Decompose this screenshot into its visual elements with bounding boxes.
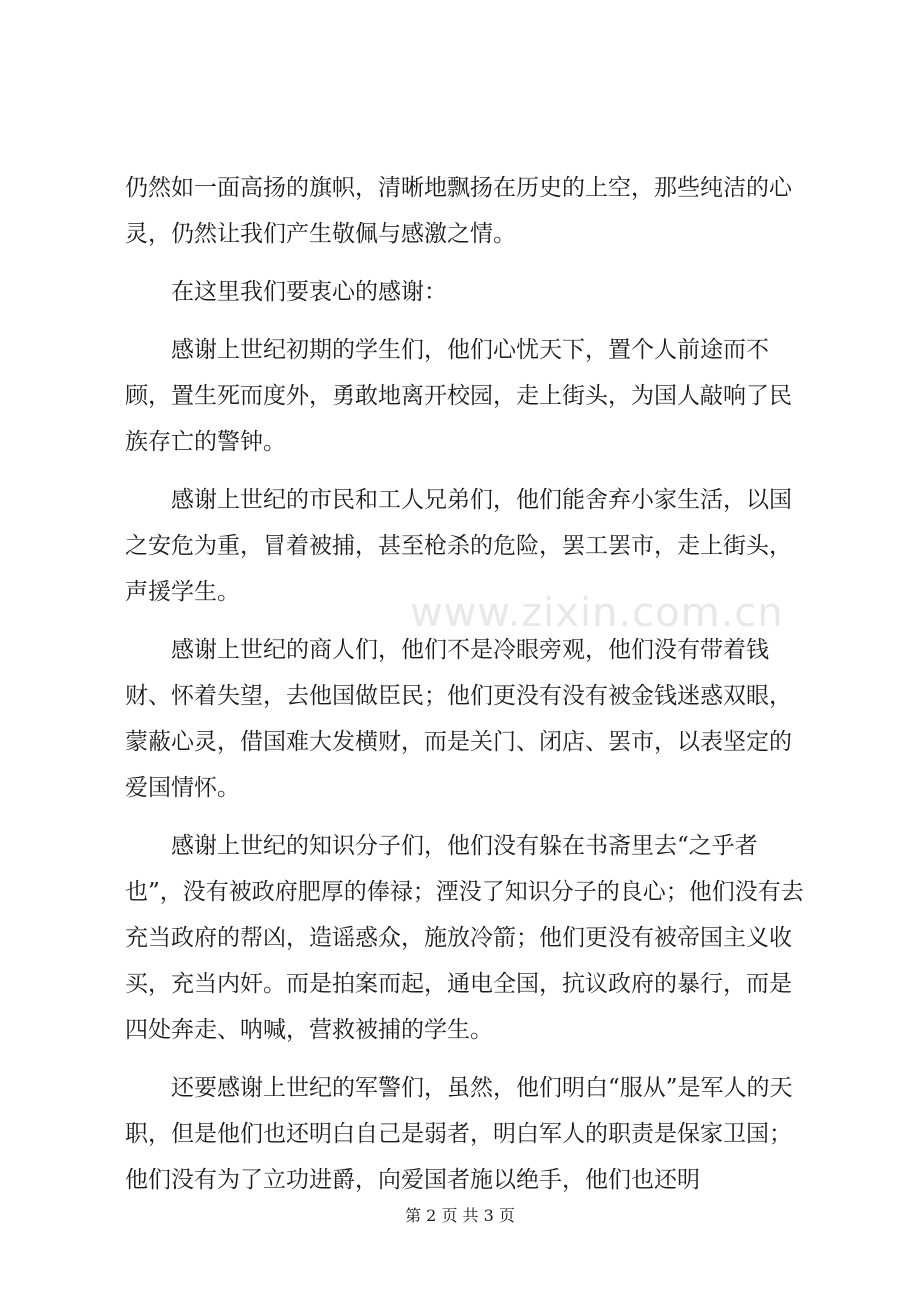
paragraph-7: 还要感谢上世纪的军警们，虽然，他们明白“服从”是军人的天职，但是他们也还明白自己是弱者，明白军人的职责是保家卫国；他们没有为了立功进爵，向爱国者施以绝手，他们也还明 <box>125 1075 793 1193</box>
paragraph-6: 感谢上世纪的知识分子们，他们没有躲在书斋里去“之乎者也”，没有被政府肥厚的俸禄；湮没了知识分子的良心；他们没有去充当政府的帮凶，造谣惑众，施放冷箭；他们更没有被帝国主义收买，充当内奸。而是拍案而起，通电全国，抗议政府的暴行，而是四处奔走、呐喊，营救被捕的学生。 <box>125 833 804 1043</box>
paragraph-3: 感谢上世纪初期的学生们，他们心忧天下，置个人前途而不顾，置生死而度外，勇敢地离开校园，走上街头，为国人敲响了民族存亡的警钟。 <box>125 337 792 455</box>
document-body <box>125 165 805 1215</box>
paragraph-1: 仍然如一面高扬的旗帜，清晰地飘扬在历史的上空，那些纯洁的心灵，仍然让我们产生敬佩与感激之情。 <box>125 175 792 247</box>
paragraph-5: 感谢上世纪的商人们，他们不是冷眼旁观，他们没有带着钱财、怀着失望，去他国做臣民；他们更没有没有被金钱迷惑双眼，蒙蔽心灵，借国难大发横财，而是关门、闭店、罢市，以表坚定的爱国情怀。 <box>125 637 792 801</box>
page-number-footer: 第 2 页 共 3 页 <box>405 1206 515 1225</box>
paragraph-2: 在这里我们要衷心的感谢： <box>171 279 447 305</box>
watermark: www.zixin.com.cn <box>410 590 784 636</box>
paragraph-4: 感谢上世纪的市民和工人兄弟们，他们能舍弃小家生活，以国之安危为重，冒着被捕，甚至枪杀的危险，罢工罢市，走上街头，声援学生。 <box>125 487 792 605</box>
